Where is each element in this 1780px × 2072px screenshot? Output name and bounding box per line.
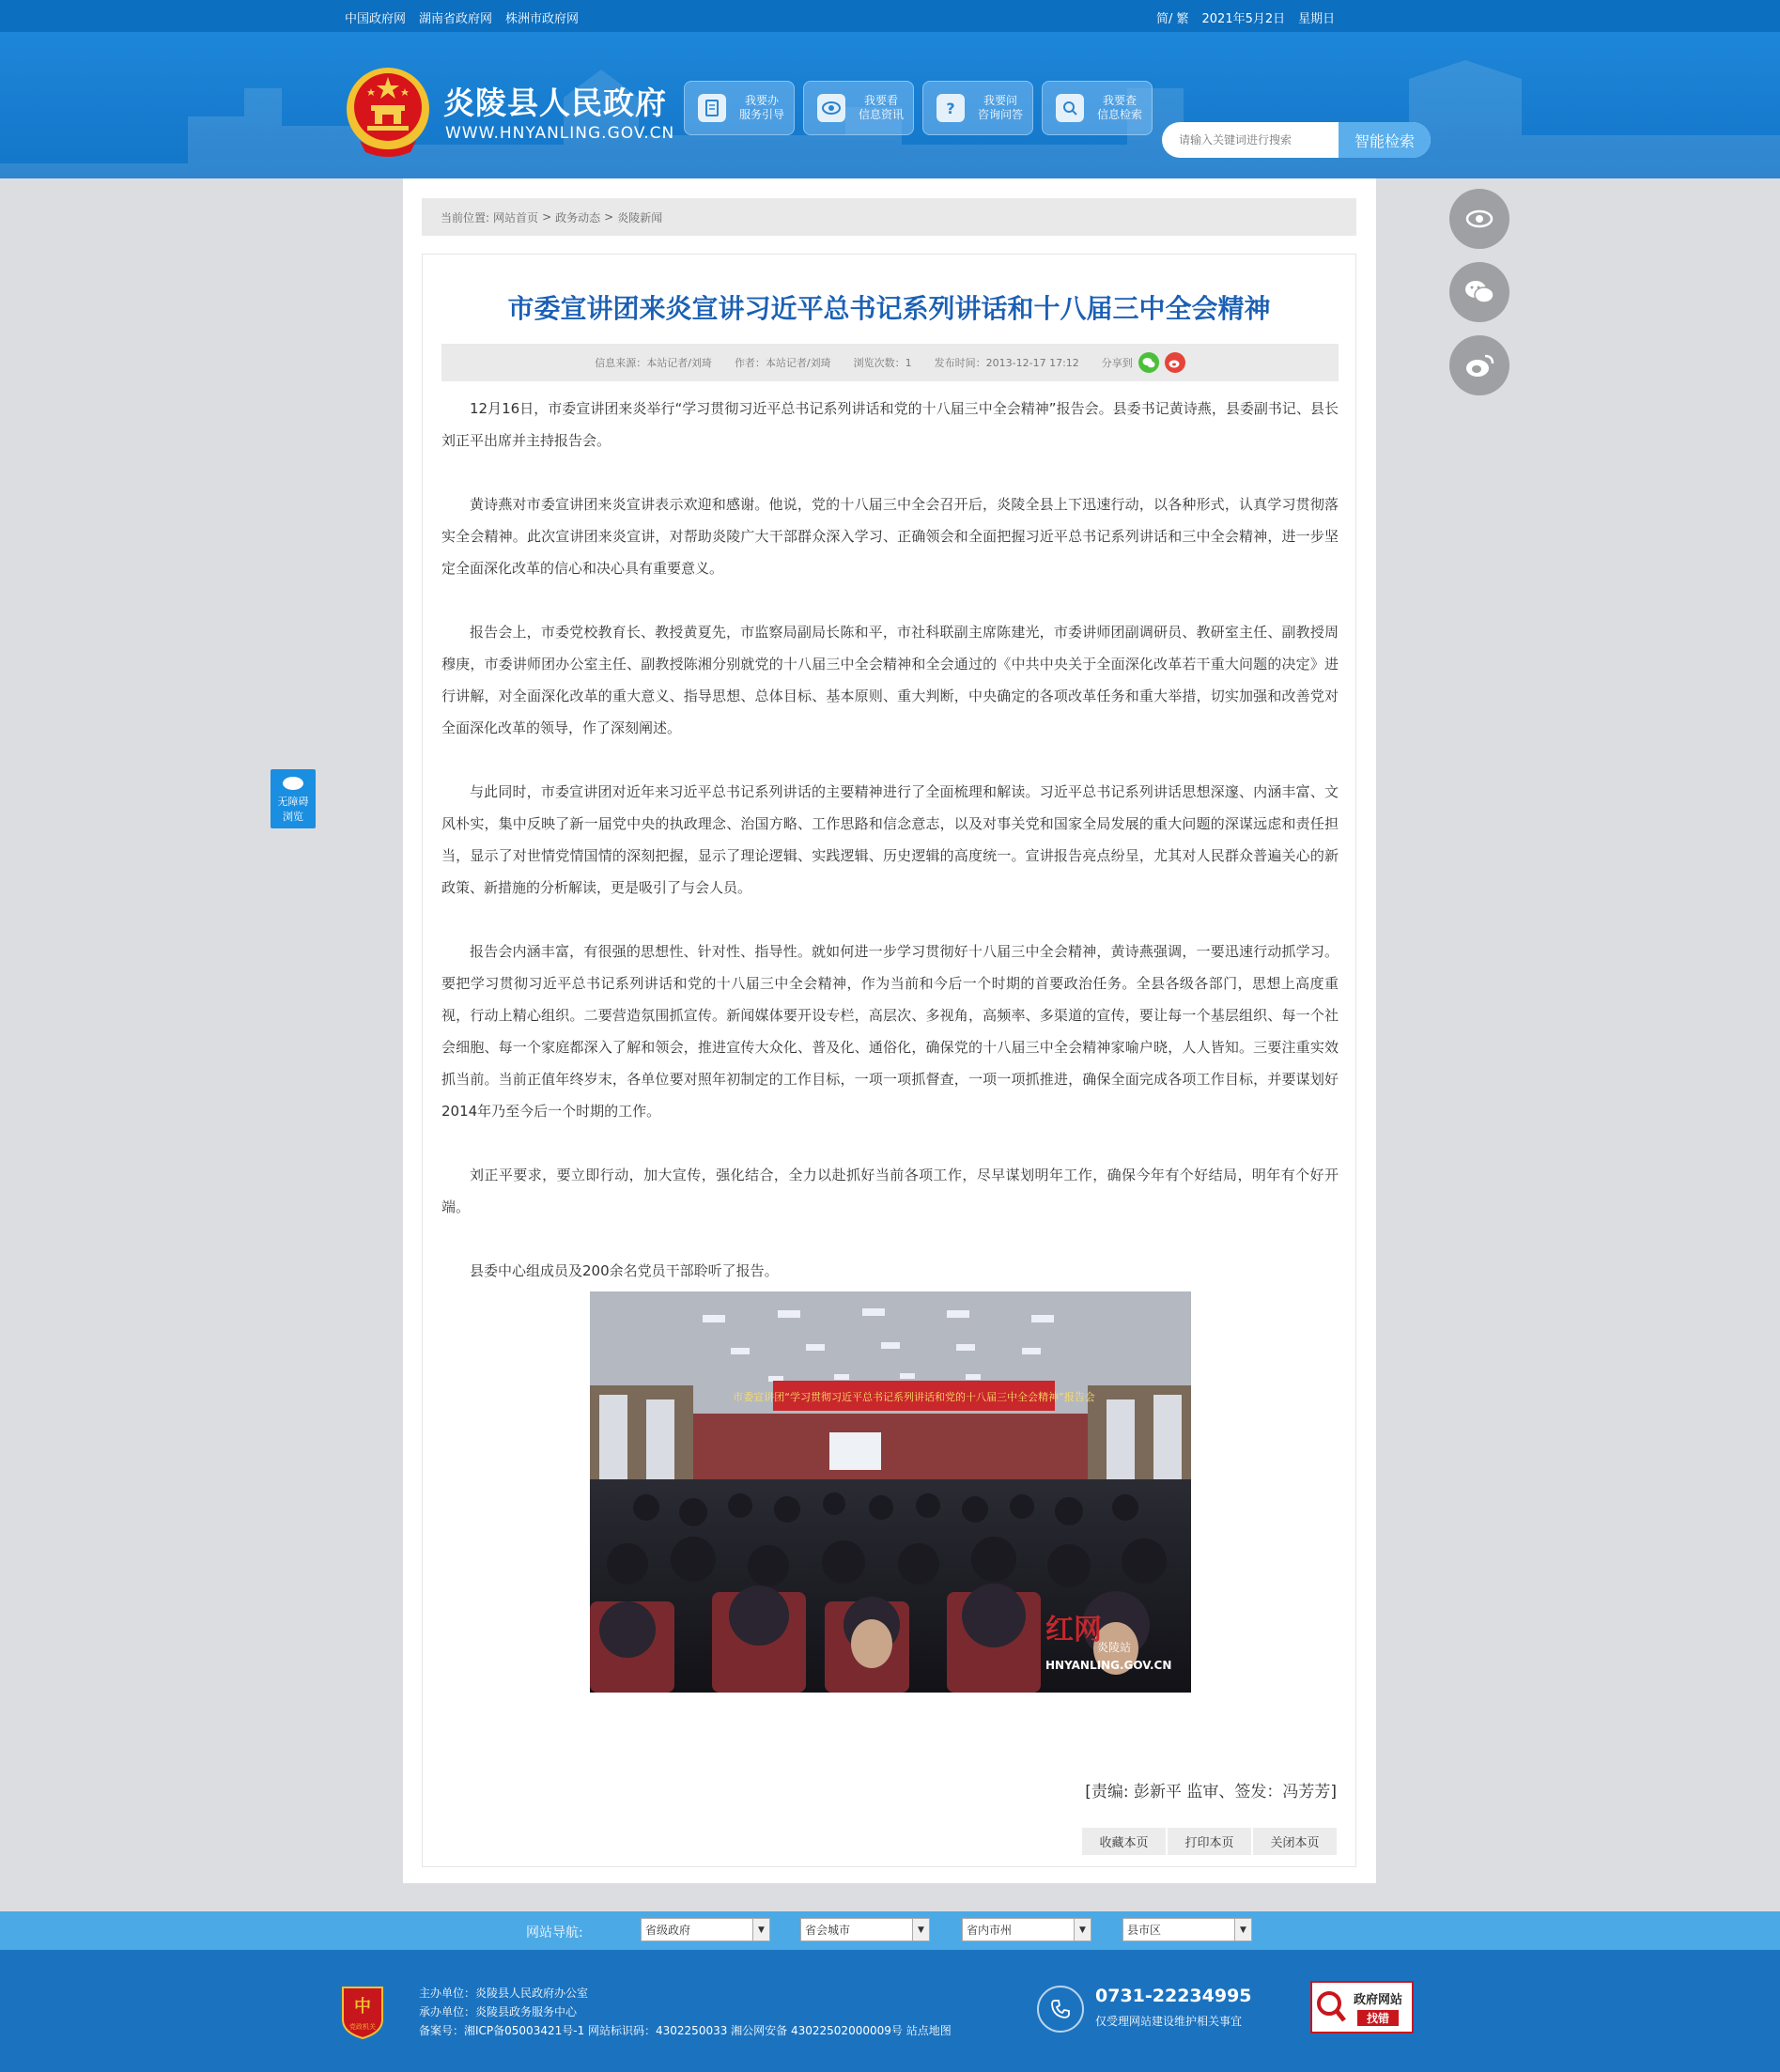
select-capital-cities[interactable] <box>800 1918 930 1941</box>
site-url: WWW.HNYANLING.GOV.CN <box>445 124 675 143</box>
magnifier-icon <box>1312 1983 1412 2032</box>
nav-info-button[interactable] <box>803 81 914 135</box>
select-counties[interactable] <box>1122 1918 1252 1941</box>
article <box>422 254 1356 1867</box>
article-body <box>441 393 1339 1319</box>
meeting-photo <box>590 1291 1191 1693</box>
footer-info <box>419 1984 952 2040</box>
chevron-down-icon: ▼ <box>912 1919 929 1941</box>
nav-sublabel: 信息检索 <box>1097 108 1143 121</box>
editor-credit: [责编: 彭新平 监审、签发：冯芳芳] <box>1085 1783 1337 1801</box>
select-prefectures[interactable] <box>962 1918 1091 1941</box>
main-content <box>403 178 1376 1883</box>
paragraph: 黄诗燕对市委宣讲团来炎宣讲表示欢迎和感谢。他说，党的十八届三中全会召开后，炎陵全县上下迅速行动，以各种形式，认真学习贯彻落实全会精神。此次宣讲团来炎宣讲，对帮助炎陵广大干部群众深入学习、正确领会和全面把握习近平总书记系列讲话和三中全会精神，进一步坚定全面深化改革的信心和决心具有重要意义。 <box>441 496 1339 577</box>
article-photo <box>590 1291 1191 1693</box>
print-page-button[interactable]: 打印本页 <box>1168 1828 1251 1855</box>
breadcrumb-gov-news[interactable]: 政务动态 <box>555 210 601 224</box>
share-group <box>1102 352 1185 373</box>
host-unit: 主办单位：炎陵县人民政府办公室 <box>419 1987 589 2000</box>
breadcrumb-prefix: 当前位置: <box>441 210 490 224</box>
chevron-down-icon: ▼ <box>1234 1919 1251 1941</box>
select-value: 县市区 <box>1127 1924 1162 1937</box>
paragraph: 刘正平要求，要立即行动，加大宣传，强化结合，全力以赴抓好当前各项工作，尽早谋划明年工作，确保今年有个好结局，明年有个好开端。 <box>441 1167 1339 1215</box>
site-title[interactable]: 炎陵县人民政府 <box>443 85 667 121</box>
gov-logo-text-2: 找错 <box>1366 2012 1390 2025</box>
lang-switch[interactable]: 简/ 繁 <box>1156 12 1189 26</box>
link-hunan-gov[interactable]: 湖南省政府网 <box>419 12 493 26</box>
nav-label: 我要办 <box>745 94 780 107</box>
top-bar <box>0 0 1780 32</box>
search-button[interactable]: 智能检索 <box>1339 122 1431 158</box>
paragraph: 报告会上，市委党校教育长、教授黄夏先，市监察局副局长陈和平，市社科联副主席陈建光，市委讲师团副调研员、教研室主任、副教授周穆庚，市委讲师团办公室主任、副教授陈湘分别就党的十八届三中全会精神和全会通过的《中共中央关于全面深化改革若干重大问题的决定》进行讲解，对全面深化改革的重大意义、指导思想、总体目标、基本原则、重大判断，中央确定的各项改革任务和重大举措，切实加强和改善党对全面深化改革的领导，作了深刻阐述。 <box>441 624 1339 736</box>
nav-sublabel: 服务引导 <box>739 108 785 121</box>
select-value: 省级政府 <box>645 1924 691 1937</box>
chevron-down-icon: ▼ <box>752 1919 769 1941</box>
gov-website-error-report-button[interactable] <box>1310 1981 1414 2033</box>
photo-watermark-1: 红网 <box>1045 1614 1102 1647</box>
contact-phone: 0731-22234995 <box>1095 1986 1252 2006</box>
weibo-icon <box>1464 352 1494 379</box>
site-header <box>0 32 1780 178</box>
photo-watermark-3: HNYANLING.GOV.CN <box>1045 1659 1172 1672</box>
paragraph: 报告会内涵丰富，有很强的思想性、针对性、指导性。就如何进一步学习贯彻好十八届三中全会精神，黄诗燕强调，一要迅速行动抓学习。要把学习贯彻习近平总书记系列讲话和党的十八届三中全会精神，作为当前和今后一个时期的首要政治任务。全县各级各部门，思想上高度重视，行动上精心组织。二要营造氛围抓宣传。新闻媒体要开设专栏，高层次、多视角，高频率、多渠道的宣传，要让每一个基层组织、每一个社会细胞、每一个家庭都深入了解和领会，推进宣传大众化、普及化、通俗化，确保党的十八届三中全会精神家喻户晓，人人皆知。三要注重实效抓当前。当前正值年终岁末，各单位要对照年初制定的工作目标，一项一项抓督查，一项一项抓推进，确保全面完成各项工作目标，并要谋划好2014年乃至今后一个时期的工作。 <box>441 943 1339 1120</box>
chevron-down-icon: ▼ <box>1074 1919 1091 1941</box>
site-footer <box>0 1950 1780 2072</box>
close-page-button[interactable]: 关闭本页 <box>1253 1828 1337 1855</box>
nav-retrieval-button[interactable] <box>1042 81 1153 135</box>
nav-label: 我要问 <box>983 94 1018 107</box>
link-zhuzhou-gov[interactable]: 株洲市政府网 <box>505 12 580 26</box>
eye-icon <box>817 94 845 122</box>
current-weekday: 星期日 <box>1298 12 1336 26</box>
document-icon <box>698 94 726 122</box>
nav-sublabel: 信息资讯 <box>859 108 905 121</box>
a11y-label-2: 浏览 <box>283 811 303 823</box>
paragraph: 与此同时，市委宣讲团对近年来习近平总书记系列讲话的主要精神进行了全面梳理和解读。习近平总书记系列讲话思想深邃、内涵丰富、文风朴实，集中反映了新一届党中央的执政理念、治国方略、工作思路和信念意志，以及对事关党和国家全局发展的重大问题的深谋远虑和责任担当，显示了对世情党情国情的深刻把握，显示了理论逻辑、实践逻辑、历史逻辑的高度统一。宣讲报告亮点纷呈，尤其对人民群众普遍关心的新政策、新措施的分析解读，更是吸引了与会人员。 <box>441 783 1339 896</box>
photo-watermark-2: 炎陵站 <box>1097 1641 1132 1654</box>
footer-site-nav <box>0 1911 1780 1950</box>
breadcrumb-sep: > <box>604 210 614 224</box>
wechat-icon <box>1464 279 1494 305</box>
article-actions <box>1082 1828 1337 1855</box>
float-view-button[interactable] <box>1449 189 1509 249</box>
party-gov-badge-icon[interactable] <box>339 1982 386 2040</box>
breadcrumb <box>422 198 1356 236</box>
share-wechat-icon[interactable] <box>1138 352 1159 373</box>
a11y-label-1: 无障碍 <box>277 796 309 808</box>
float-weibo-button[interactable] <box>1449 335 1509 395</box>
article-meta <box>441 344 1339 381</box>
top-links <box>345 8 579 26</box>
select-value: 省会城市 <box>805 1924 851 1937</box>
contact-phone-note: 仅受理网站建设维护相关事宜 <box>1095 2015 1243 2028</box>
meta-views: 浏览次数：1 <box>853 357 912 369</box>
badge-text: 党政机关 <box>349 2023 376 2031</box>
eye-icon <box>1465 209 1494 228</box>
meta-time: 发布时间：2013-12-17 17:12 <box>934 357 1079 369</box>
share-weibo-icon[interactable] <box>1165 352 1185 373</box>
nav-label: 我要看 <box>864 94 899 107</box>
paragraph: 12月16日，市委宣讲团来炎举行“学习贯彻习近平总书记系列讲话和党的十八届三中全会精神”报告会。县委书记黄诗燕，县委副书记、县长刘正平出席并主持报告会。 <box>441 400 1339 449</box>
search-box <box>1162 122 1431 158</box>
phone-icon <box>1037 1986 1084 2033</box>
meta-source: 信息来源：本站记者/刘琦 <box>595 357 712 369</box>
accessibility-button[interactable] <box>271 769 316 828</box>
breadcrumb-sep: > <box>542 210 552 224</box>
national-emblem-icon <box>345 64 431 158</box>
meta-author: 作者：本站记者/刘琦 <box>734 357 831 369</box>
question-icon: ? <box>936 94 965 122</box>
article-title: 市委宣讲团来炎宣讲习近平总书记系列讲话和十八届三中全会精神 <box>507 293 1271 324</box>
select-value: 省内市州 <box>967 1924 1013 1937</box>
paragraph: 县委中心组成员及200余名党员干部聆听了报告。 <box>470 1262 779 1279</box>
breadcrumb-yanling-news[interactable]: 炎陵新闻 <box>617 210 663 224</box>
nav-service-guide-button[interactable] <box>684 81 795 135</box>
nav-consult-button[interactable] <box>922 81 1033 135</box>
photo-banner-text: 市委宣讲团“学习贯彻习近平总书记系列讲话和党的十八届三中全会精神”报告会 <box>733 1391 1095 1403</box>
nav-sublabel: 咨询问答 <box>978 108 1024 121</box>
search-input[interactable] <box>1162 122 1339 158</box>
accessibility-eye-icon <box>283 777 303 790</box>
select-provincial-gov[interactable] <box>641 1918 770 1941</box>
site-nav-label: 网站导航: <box>526 1925 583 1941</box>
current-date: 2021年5月2日 <box>1201 12 1286 26</box>
link-china-gov[interactable]: 中国政府网 <box>345 12 407 26</box>
nav-label: 我要查 <box>1103 94 1138 107</box>
search-icon <box>1056 94 1084 122</box>
gov-logo-text-1: 政府网站 <box>1353 1993 1403 2007</box>
undertake-unit: 承办单位：炎陵县政务服务中心 <box>419 2005 578 2018</box>
top-right <box>1156 8 1335 26</box>
bookmark-page-button[interactable]: 收藏本页 <box>1082 1828 1166 1855</box>
breadcrumb-home[interactable]: 网站首页 <box>493 210 539 224</box>
float-wechat-button[interactable] <box>1449 262 1509 322</box>
svg-text:中: 中 <box>354 1997 371 2017</box>
share-label: 分享到 <box>1101 357 1133 369</box>
record-info: 备案号：湘ICP备05003421号-1 网站标识码：4302250033 湘公网安备 43022502000009号 站点地图 <box>419 2024 952 2037</box>
